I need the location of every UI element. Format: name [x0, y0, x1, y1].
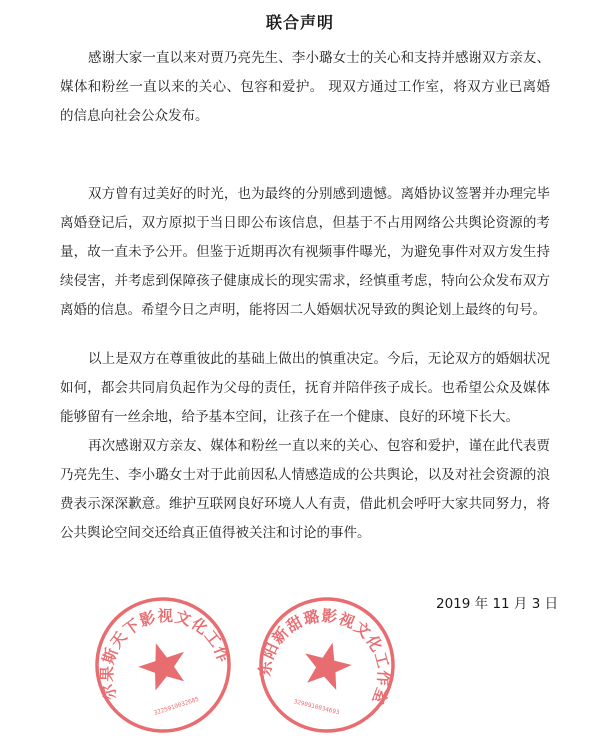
left-company-seal-icon [88, 590, 238, 740]
svg-text:霍尔果斯天下影视文化工作室 [88, 590, 234, 707]
right-seal-number: 3290910034693 [292, 698, 341, 717]
right-seal-text: 东阳新甜璐影视文化工作室 [254, 605, 394, 708]
right-company-seal-icon [252, 590, 402, 740]
left-seal-number: 3225910032685 [153, 695, 200, 717]
paragraph-1: 感谢大家一直以来对贾乃亮先生、李小璐女士的关心和支持并感谢双方亲友、媒体和粉丝一直以来的关心、包容和爱护。 现双方通过工作室，将双方业已离婚的信息向社会公众发布。 [60, 50, 550, 124]
svg-text:东阳新甜璐影视文化工作室 [253, 591, 402, 708]
paragraph-2: 双方曾有过美好的时光，也为最终的分别感到遗憾。离婚协议签署并办理完毕离婚登记后，双方原拟于当日即公布该信息，但基于不占用网络公共舆论资源的考量，故一直未予公开。但鉴于近期再次有视频事件曝光，为避免事件对双方发生持续侵害，并考虑到保障孩子健康成长的现实需求，经慎重考虑，特向公众发布双方离婚的信息。希望今日之声明，能将因二人婚姻状况导致的舆论划上最终的句号。 [60, 186, 550, 318]
document-title: 联合声明 [265, 13, 334, 32]
left-seal-text: 霍尔果斯天下影视文化工作室 [97, 606, 234, 702]
paragraph-3: 以上是双方在尊重彼此的基础上做出的慎重决定。今后，无论双方的婚姻状况如何，都会共同肩负起作为父母的责任，抚育并陪伴孩子成长。也希望公众及媒体能够留有一丝余地，给予基本空间，让孩子在一个健康、良好的环境下长大。 [60, 351, 550, 425]
paragraph-4: 再次感谢双方亲友、媒体和粉丝一直以来的关心、包容和爱护，谨在此代表贾乃亮先生、李小璐女士对于此前因私人情感造成的公共舆论，以及对社会资源的浪费表示深深歉意。维护互联网良好环境人人有责，借此机会呼吁大家共同努力，将公共舆论空间交还给真正值得被关注和讨论的事件。 [60, 438, 550, 541]
statement-date: 2019 年 11 月 3 日 [436, 596, 559, 612]
